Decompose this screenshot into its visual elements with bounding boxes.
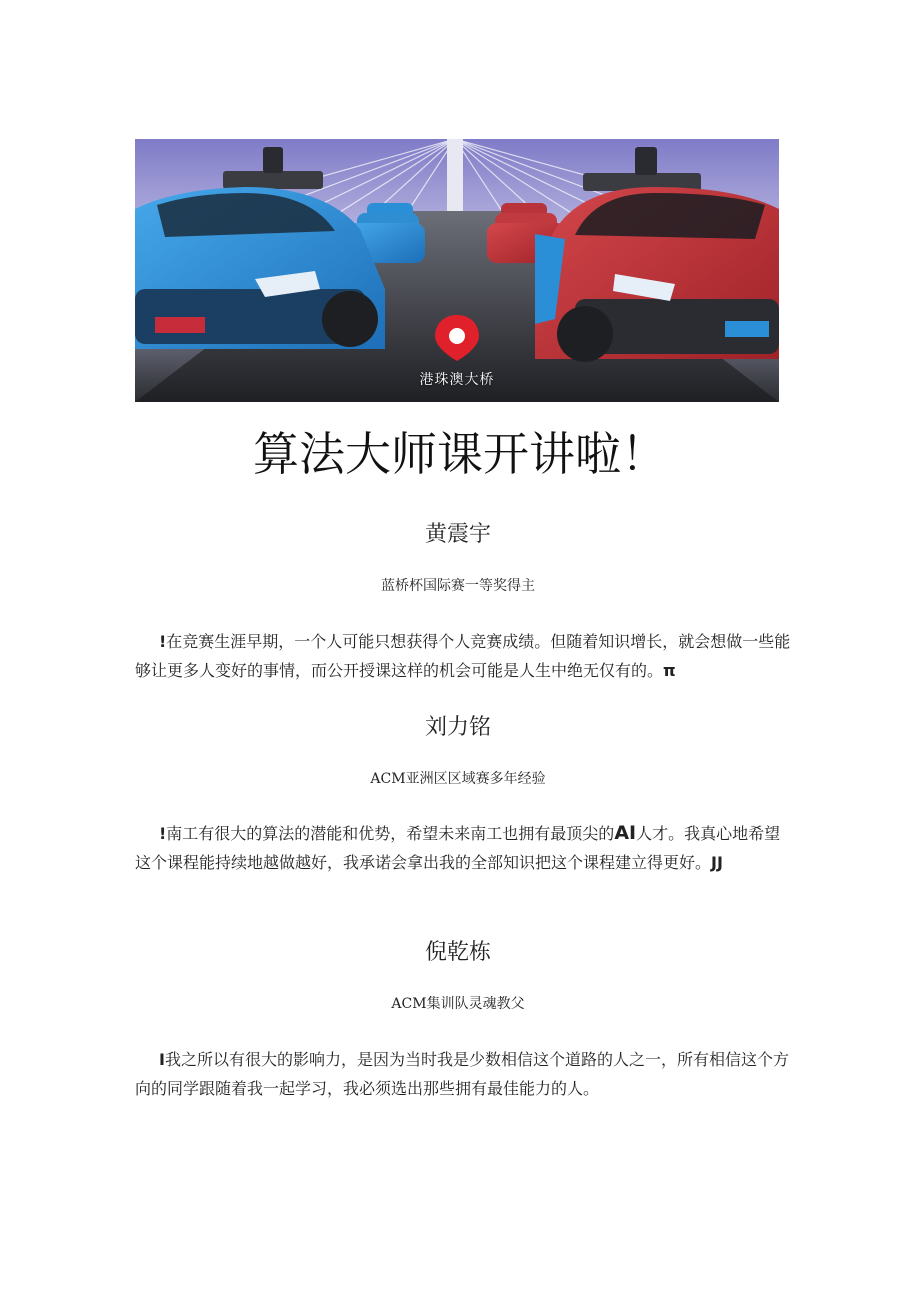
profile-role-3: ACM集训队灵魂教父 bbox=[391, 996, 525, 1012]
bridge-cars-illustration bbox=[135, 139, 779, 402]
quote-text-b: 人才。我真心地希望这个课程能持续地越做越好，我承诺会拿出我的全部知识把这个课程建立得更好。 bbox=[135, 824, 781, 872]
quote-close-mark: JJ bbox=[711, 853, 723, 872]
quote-text-a: 南工有很大的算法的潜能和优势，希望未来南工也拥有最顶尖的 bbox=[166, 824, 615, 843]
profile-role-1: 蓝桥杯国际赛一等奖得主 bbox=[381, 578, 535, 594]
profile-role-2: ACM亚洲区区域赛多年经验 bbox=[370, 771, 546, 787]
quote-close-mark: π bbox=[663, 661, 676, 680]
profile-quote-1 bbox=[135, 627, 795, 685]
hero-image bbox=[135, 139, 779, 402]
quote-open-mark: I bbox=[159, 1050, 165, 1069]
profile-name-1: 黄震宇 bbox=[424, 522, 491, 547]
profile-name-3: 倪乾栋 bbox=[424, 940, 491, 965]
profile-quote-3 bbox=[135, 1045, 795, 1103]
quote-text: 我之所以有很大的影响力，是因为当时我是少数相信这个道路的人之一，所有相信这个方向的同学跟随着我一起学习，我必须选出那些拥有最佳能力的人。 bbox=[135, 1050, 789, 1098]
page-title: 算法大师课开讲啦！ bbox=[253, 427, 667, 481]
bridge-tower bbox=[447, 139, 463, 219]
profile-quote-2 bbox=[135, 819, 795, 877]
hero-caption: 港珠澳大桥 bbox=[419, 372, 495, 388]
quote-ai-term: AI bbox=[614, 822, 637, 844]
quote-text: 在竞赛生涯早期，一个人可能只想获得个人竞赛成绩。但随着知识增长，就会想做一些能够让更多人变好的事情，而公开授课这样的机会可能是人生中绝无仅有的。 bbox=[135, 632, 791, 680]
quote-open-mark: ! bbox=[159, 824, 167, 843]
profile-name-2: 刘力铭 bbox=[424, 715, 491, 740]
quote-open-mark: ! bbox=[159, 632, 167, 651]
